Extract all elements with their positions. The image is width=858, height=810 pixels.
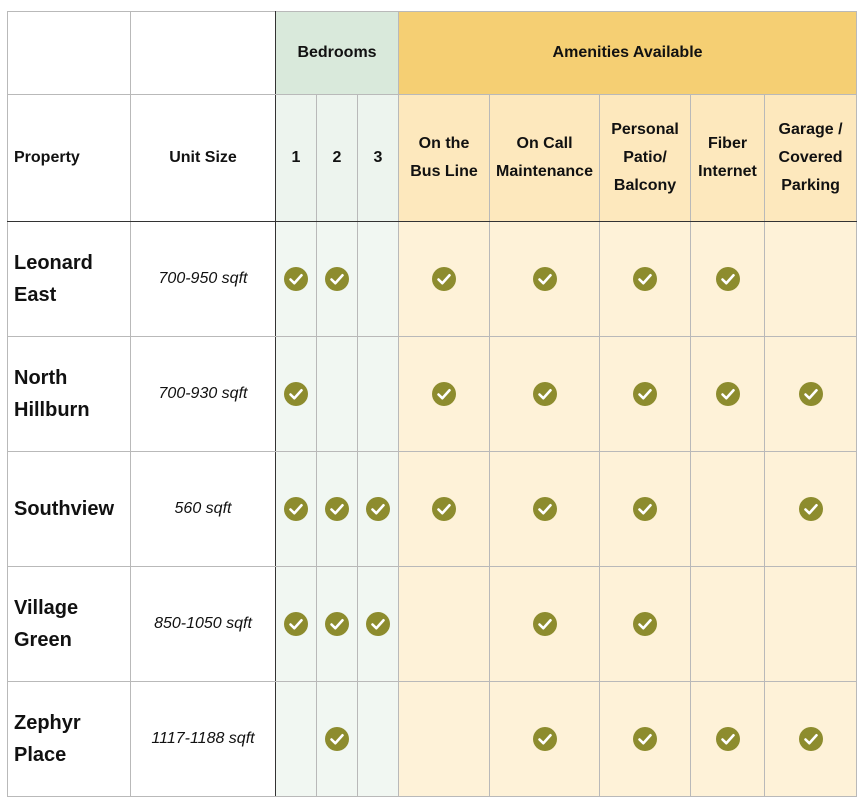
- check-circle-icon: [284, 267, 308, 291]
- check-circle-icon: [799, 497, 823, 521]
- amenity-cell: [600, 567, 691, 682]
- property-name-line: Southview: [14, 498, 115, 520]
- amenity-cell: [600, 222, 691, 337]
- amenity-header-line: Personal: [611, 121, 679, 138]
- blank-header-cell: [8, 12, 131, 95]
- amenity-header-line: Internet: [698, 163, 757, 180]
- blank-header-cell: [131, 12, 276, 95]
- property-name-line: Zephyr: [14, 712, 81, 734]
- table-row: [8, 337, 857, 452]
- check-circle-icon: [633, 497, 657, 521]
- bedroom-cell: [317, 452, 358, 567]
- check-circle-icon: [633, 727, 657, 751]
- check-circle-icon: [533, 267, 557, 291]
- amenity-cell: [765, 682, 857, 797]
- amenity-header-line: Covered: [778, 149, 843, 166]
- amenity-cell: [399, 452, 490, 567]
- bedroom-cell: [317, 222, 358, 337]
- amenity-cell: [399, 682, 490, 797]
- check-circle-icon: [366, 612, 390, 636]
- amenity-column-header: [490, 95, 600, 222]
- amenity-header-line: Patio/: [623, 149, 667, 166]
- amenities-group-header: Amenities Available: [399, 12, 857, 95]
- amenity-cell: [490, 682, 600, 797]
- check-circle-icon: [432, 497, 456, 521]
- bedroom-3-column-header: 3: [358, 95, 399, 222]
- bedroom-cell: [276, 567, 317, 682]
- unit-size-cell: 850-1050 sqft: [131, 567, 276, 682]
- bedroom-cell: [358, 682, 399, 797]
- check-circle-icon: [432, 267, 456, 291]
- check-circle-icon: [432, 382, 456, 406]
- amenity-column-header: [691, 95, 765, 222]
- bedroom-cell: [317, 337, 358, 452]
- check-circle-icon: [325, 612, 349, 636]
- amenity-cell: [600, 337, 691, 452]
- check-circle-icon: [325, 497, 349, 521]
- amenity-cell: [399, 222, 490, 337]
- amenity-column-header: [765, 95, 857, 222]
- amenity-header-line: Parking: [781, 177, 840, 194]
- bedroom-cell: [317, 567, 358, 682]
- amenity-header-line: Maintenance: [496, 163, 593, 180]
- check-circle-icon: [799, 727, 823, 751]
- amenity-cell: [691, 222, 765, 337]
- check-circle-icon: [633, 267, 657, 291]
- amenity-header-line: On Call: [516, 135, 573, 152]
- bedroom-1-column-header: 1: [276, 95, 317, 222]
- property-name-line: Leonard: [14, 252, 93, 274]
- bedroom-cell: [358, 452, 399, 567]
- amenity-cell: [490, 452, 600, 567]
- check-circle-icon: [533, 612, 557, 636]
- property-name-line: East: [14, 284, 57, 306]
- bedroom-cell: [276, 337, 317, 452]
- property-name-cell: [8, 567, 131, 682]
- property-name-cell: [8, 337, 131, 452]
- amenity-header-line: Bus Line: [410, 163, 478, 180]
- amenity-cell: [691, 452, 765, 567]
- amenity-cell: [691, 567, 765, 682]
- table-row: [8, 682, 857, 797]
- amenity-column-header: [399, 95, 490, 222]
- property-name-line: Hillburn: [14, 399, 90, 421]
- table-row: [8, 222, 857, 337]
- amenity-cell: [765, 567, 857, 682]
- check-circle-icon: [533, 497, 557, 521]
- amenity-cell: [765, 222, 857, 337]
- amenity-cell: [490, 222, 600, 337]
- amenity-cell: [490, 337, 600, 452]
- check-circle-icon: [716, 267, 740, 291]
- amenity-cell: [490, 567, 600, 682]
- amenity-header-line: Fiber: [707, 135, 748, 152]
- bedrooms-group-header: Bedrooms: [276, 12, 399, 95]
- property-column-header: Property: [8, 95, 131, 222]
- check-circle-icon: [533, 382, 557, 406]
- property-name-cell: [8, 222, 131, 337]
- property-name-line: Green: [14, 629, 72, 651]
- amenity-cell: [691, 682, 765, 797]
- check-circle-icon: [325, 727, 349, 751]
- check-circle-icon: [633, 612, 657, 636]
- check-circle-icon: [799, 382, 823, 406]
- bedroom-2-column-header: 2: [317, 95, 358, 222]
- property-name-line: Village: [14, 597, 79, 619]
- bedroom-cell: [358, 222, 399, 337]
- bedroom-cell: [276, 682, 317, 797]
- bedroom-cell: [358, 567, 399, 682]
- check-circle-icon: [325, 267, 349, 291]
- amenity-header-line: On the: [418, 135, 470, 152]
- property-name-cell: [8, 452, 131, 567]
- unit-size-cell: 1117-1188 sqft: [131, 682, 276, 797]
- amenity-cell: [600, 452, 691, 567]
- amenity-cell: [399, 337, 490, 452]
- check-circle-icon: [716, 727, 740, 751]
- amenity-cell: [765, 452, 857, 567]
- bedroom-cell: [276, 222, 317, 337]
- amenity-header-line: Balcony: [613, 177, 677, 194]
- check-circle-icon: [716, 382, 740, 406]
- table-row: [8, 567, 857, 682]
- amenity-cell: [399, 567, 490, 682]
- property-comparison-table: [7, 11, 857, 797]
- unit-size-cell: 560 sqft: [131, 452, 276, 567]
- check-circle-icon: [284, 382, 308, 406]
- amenity-cell: [691, 337, 765, 452]
- check-circle-icon: [284, 497, 308, 521]
- check-circle-icon: [633, 382, 657, 406]
- table-body: [8, 222, 857, 797]
- amenity-cell: [765, 337, 857, 452]
- property-name-cell: [8, 682, 131, 797]
- bedroom-cell: [317, 682, 358, 797]
- check-circle-icon: [366, 497, 390, 521]
- bedroom-cell: [358, 337, 399, 452]
- table-row: [8, 452, 857, 567]
- bedroom-cell: [276, 452, 317, 567]
- amenity-cell: [600, 682, 691, 797]
- property-name-line: Place: [14, 744, 67, 766]
- check-circle-icon: [284, 612, 308, 636]
- amenity-header-line: Garage /: [778, 121, 843, 138]
- check-circle-icon: [533, 727, 557, 751]
- unit-size-cell: 700-930 sqft: [131, 337, 276, 452]
- amenity-column-header: [600, 95, 691, 222]
- unit-size-column-header: Unit Size: [131, 95, 276, 222]
- property-name-line: North: [14, 367, 68, 389]
- unit-size-cell: 700-950 sqft: [131, 222, 276, 337]
